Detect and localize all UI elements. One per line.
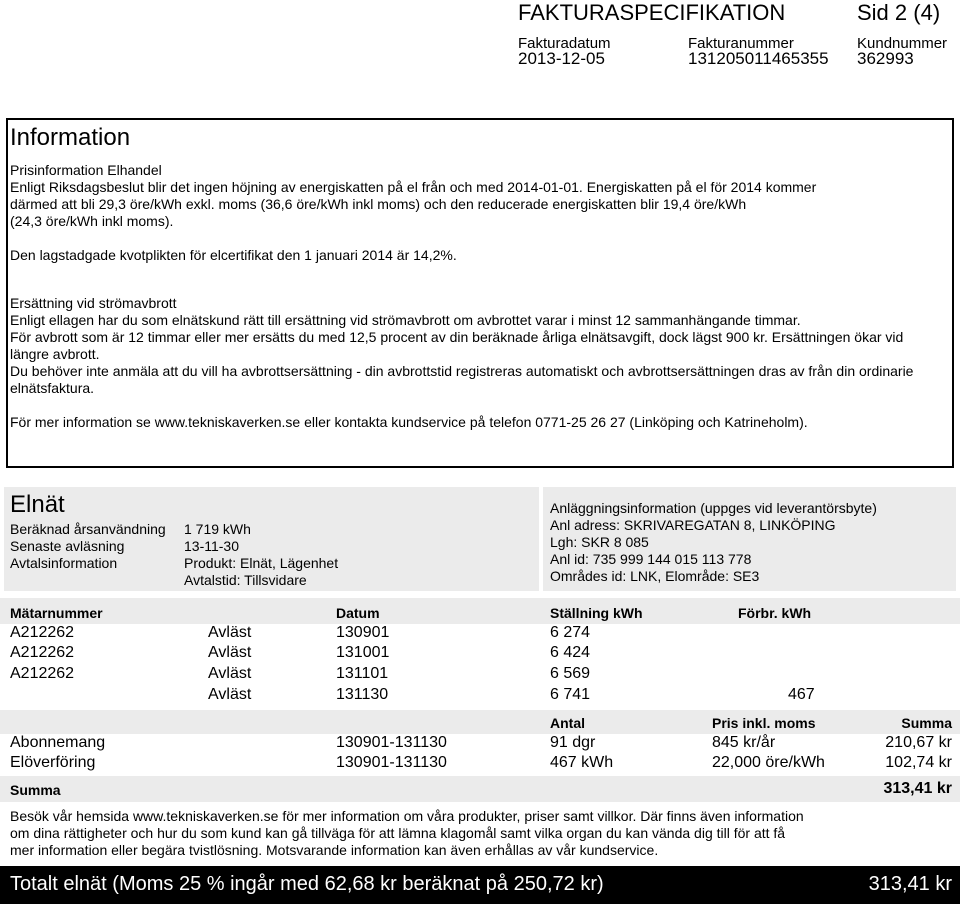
summary-value: 13-11-30 xyxy=(184,538,240,554)
summary-value: Avtalstid: Tillsvidare xyxy=(184,572,307,588)
summary-value: 1 719 kWh xyxy=(184,521,251,537)
reading-usage: 467 xyxy=(788,686,815,703)
reading-type: Avläst xyxy=(208,665,252,682)
charge-sum: 210,67 kr xyxy=(885,734,952,751)
readings-header-band xyxy=(0,598,960,624)
invoice-date-value: 2013-12-05 xyxy=(518,49,605,68)
info-line: Enligt Riksdagsbeslut blir det ingen höjning av energiskatten på el från och med 2014-01-01. Energiskatten på el för 2014 kommer xyxy=(10,179,817,195)
info-line: Enligt ellagen har du som elnätskund rätt till ersättning vid strömavbrott om avbrottet varar i minst 12 sammanhängande timmar. xyxy=(10,312,801,328)
facility-line: Lgh: SKR 8 085 xyxy=(550,534,649,550)
charge-period: 130901-131130 xyxy=(336,754,447,771)
info-line: För avbrott som är 12 timmar eller mer ersätts du med 12,5 procent av din beräknade årliga elnätsavgift, dock lägst 900 kr. Ersättningen ökar vid xyxy=(10,329,904,345)
readings-header: Mätarnummer xyxy=(10,605,103,621)
facility-line: Anläggningsinformation (uppges vid leverantörsbyte) xyxy=(550,500,877,516)
reading-meter: A212262 xyxy=(10,624,75,641)
information-heading: Information xyxy=(10,124,131,151)
charge-sum: 102,74 kr xyxy=(885,754,952,771)
reading-value: 6 424 xyxy=(550,644,591,661)
charge-period: 130901-131130 xyxy=(336,734,447,751)
reading-type: Avläst xyxy=(208,644,252,661)
invoice-date-label: Fakturadatum xyxy=(518,35,611,52)
reading-value: 6 741 xyxy=(550,686,591,703)
sum-value: 313,41 kr xyxy=(883,780,952,797)
reading-date: 131101 xyxy=(336,665,389,682)
info-line: För mer information se www.tekniskaverken.se eller kontakta kundservice på telefon 0771-25 26 27 (Linköping och Katrineholm). xyxy=(10,414,808,430)
document-title: FAKTURASPECIFIKATION xyxy=(518,0,786,25)
reading-value: 6 274 xyxy=(550,624,591,641)
info-line: Prisinformation Elhandel xyxy=(10,162,162,178)
charges-header: Antal xyxy=(550,715,585,731)
total-value: 313,41 kr xyxy=(868,873,952,895)
charges-header-band xyxy=(0,710,960,734)
charge-price: 845 kr/år xyxy=(712,734,776,751)
charge-name: Elöverföring xyxy=(10,754,96,771)
invoice-number-value: 131205011465355 xyxy=(688,49,829,68)
summary-value: Produkt: Elnät, Lägenhet xyxy=(184,555,339,571)
info-line: (24,3 öre/kWh inkl moms). xyxy=(10,213,174,229)
info-line: längre avbrott. xyxy=(10,346,100,362)
total-label: Totalt elnät (Moms 25 % ingår med 62,68 kr beräknat på 250,72 kr) xyxy=(10,873,604,895)
page-number: Sid 2 (4) xyxy=(857,0,941,25)
sum-label: Summa xyxy=(10,782,61,798)
elnat-title: Elnät xyxy=(10,491,65,518)
reading-date: 131001 xyxy=(336,644,390,661)
sum-band xyxy=(0,776,960,802)
footer-line: mer information eller begära tvistlösning. Motsvarande information kan även erhållas av vår kundservice. xyxy=(10,842,659,858)
charge-qty: 91 dgr xyxy=(550,734,596,751)
reading-value: 6 569 xyxy=(550,665,591,682)
customer-number-value: 362993 xyxy=(857,49,914,68)
readings-header: Förbr. kWh xyxy=(738,605,812,621)
charge-price: 22,000 öre/kWh xyxy=(712,754,825,771)
charge-qty: 467 kWh xyxy=(550,754,614,771)
charge-name: Abonnemang xyxy=(10,734,106,751)
info-line: Du behöver inte anmäla att du vill ha avbrottsersättning - din avbrottstid registreras automatiskt och avbrottsersättningen dras av från din ordinarie xyxy=(10,363,914,379)
facility-line: Anl id: 735 999 144 015 113 778 xyxy=(550,551,752,567)
info-line: därmed att bli 29,3 öre/kWh exkl. moms (36,6 öre/kWh inkl moms) och den reducerade energiskatten blir 19,4 öre/kWh xyxy=(10,196,747,212)
info-line: Den lagstadgade kvotplikten för elcertifikat den 1 januari 2014 är 14,2%. xyxy=(10,247,457,263)
reading-type: Avläst xyxy=(208,624,252,641)
customer-number-label: Kundnummer xyxy=(857,35,948,52)
reading-meter: A212262 xyxy=(10,644,75,661)
footer-line: Besök vår hemsida www.tekniskaverken.se för mer information om våra produkter, priser samt villkor. Där finns även information xyxy=(10,808,804,824)
reading-date: 130901 xyxy=(336,624,390,641)
facility-line: Anl adress: SKRIVAREGATAN 8, LINKÖPING xyxy=(550,517,836,533)
reading-date: 131130 xyxy=(336,686,389,703)
summary-label: Beräknad årsanvändning xyxy=(10,521,166,537)
charges-header: Summa xyxy=(901,715,952,731)
readings-header: Ställning kWh xyxy=(550,605,643,621)
footer-line: om dina rättigheter och hur du som kund kan gå tillväga för att lämna klagomål samt vilka organ du kan vända dig till för att få xyxy=(10,825,786,841)
reading-meter: A212262 xyxy=(10,665,75,682)
reading-type: Avläst xyxy=(208,686,252,703)
facility-line: Områdes id: LNK, Elområde: SE3 xyxy=(550,568,760,584)
info-line: elnätsfaktura. xyxy=(10,380,95,396)
summary-label: Senaste avläsning xyxy=(10,538,125,554)
info-line: Ersättning vid strömavbrott xyxy=(10,295,177,311)
summary-label: Avtalsinformation xyxy=(10,555,118,571)
charges-header: Pris inkl. moms xyxy=(712,715,816,731)
readings-header: Datum xyxy=(336,605,380,621)
invoice-number-label: Fakturanummer xyxy=(688,35,794,52)
